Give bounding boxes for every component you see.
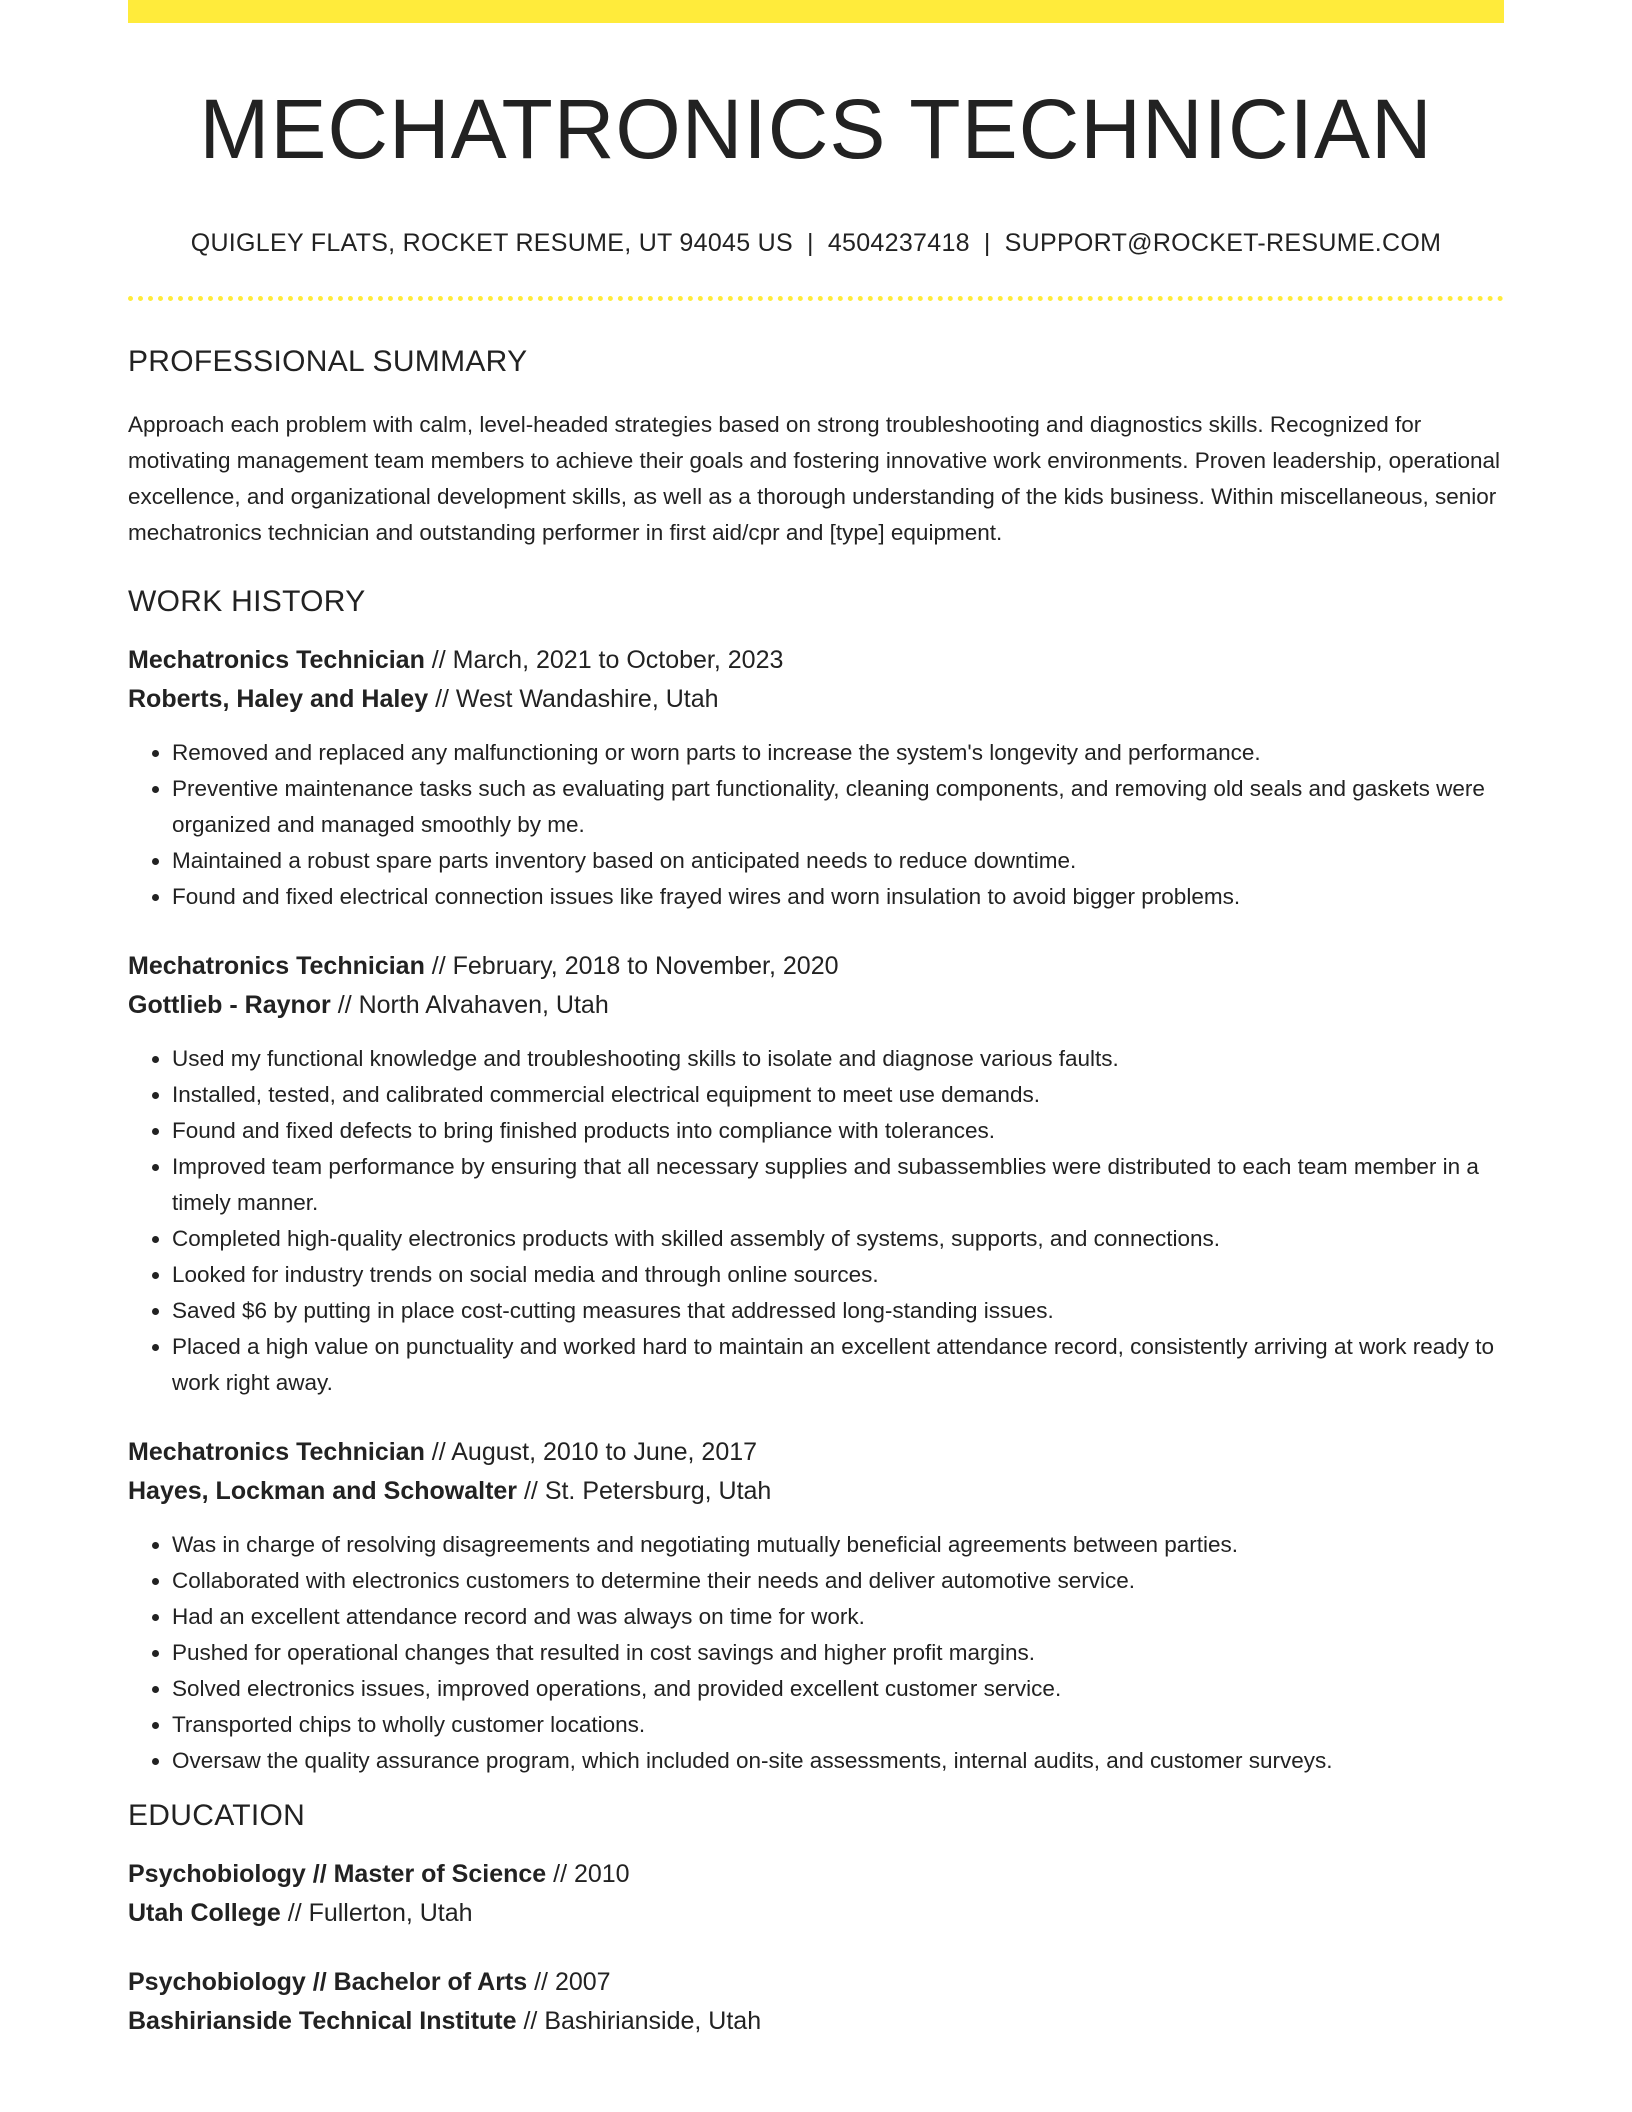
education-degree-line (128, 1963, 1504, 2002)
job-entry (128, 1433, 1504, 1779)
job-company-line (128, 1472, 1504, 1511)
job-bullets (128, 1527, 1504, 1779)
education-year: // 2010 (546, 1860, 630, 1889)
job-location: // North Alvahaven, Utah (330, 991, 609, 1020)
resume-page (128, 0, 1504, 2041)
education-school-line (128, 1894, 1504, 1933)
list-item: • Improved team performance by ensuring that all necessary supplies and subassemblies were distributed to each team member in a timely manner. (172, 1149, 1504, 1221)
list-item: • Pushed for operational changes that resulted in cost savings and higher profit margins. (172, 1635, 1504, 1671)
list-item: • Had an excellent attendance record and was always on time for work. (172, 1599, 1504, 1635)
contact-email: SUPPORT@ROCKET-RESUME.COM (1004, 229, 1442, 258)
list-item: • Found and fixed defects to bring finished products into compliance with tolerances. (172, 1113, 1504, 1149)
job-dates: // February, 2018 to November, 2020 (424, 952, 839, 981)
education-school: Bashirianside Technical Institute (128, 2007, 517, 2036)
job-entry (128, 947, 1504, 1401)
education-school-line (128, 2002, 1504, 2041)
job-dates: // August, 2010 to June, 2017 (424, 1438, 758, 1467)
education-entry (128, 1963, 1504, 2041)
education-degree: Psychobiology // Bachelor of Arts (128, 1968, 528, 1997)
summary-text: Approach each problem with calm, level-headed strategies based on strong troubleshooting and diagnostics skills. Recognized for motivating management team members to achieve their goals and fostering innovative work environments. Proven leadership, operational excellence, and organizational development skills, as well as a thorough understanding of the kids business. Within miscellaneous, senior mechatronics technician and outstanding performer in first aid/cpr and [type] equipment. (128, 412, 1500, 546)
contact-address: QUIGLEY FLATS, ROCKET RESUME, UT 94045 US (190, 229, 794, 258)
list-item: • Transported chips to wholly customer locations. (172, 1707, 1504, 1743)
section-title-education: EDUCATION (128, 1799, 306, 1833)
contact-separator: | (807, 229, 814, 258)
job-location: // West Wandashire, Utah (428, 685, 719, 714)
list-item: • Found and fixed electrical connection issues like frayed wires and worn insulation to avoid bigger problems. (172, 879, 1504, 915)
dotted-divider (128, 296, 1504, 301)
job-role: Mechatronics Technician (128, 646, 425, 675)
job-role-line (128, 947, 1504, 986)
section-title-summary: PROFESSIONAL SUMMARY (128, 345, 528, 379)
education-degree-line (128, 1855, 1504, 1894)
section-title-work-history: WORK HISTORY (128, 585, 366, 619)
list-item: • Saved $6 by putting in place cost-cutting measures that addressed long-standing issues. (172, 1293, 1504, 1329)
list-item: • Solved electronics issues, improved operations, and provided excellent customer service. (172, 1671, 1504, 1707)
list-item: • Looked for industry trends on social media and through online sources. (172, 1257, 1504, 1293)
job-location: // St. Petersburg, Utah (517, 1477, 772, 1506)
job-company-line (128, 680, 1504, 719)
list-item: • Used my functional knowledge and troubleshooting skills to isolate and diagnose various faults. (172, 1041, 1504, 1077)
job-company-line (128, 986, 1504, 1025)
education-location: // Fullerton, Utah (280, 1899, 473, 1928)
education-entry (128, 1855, 1504, 1933)
education-degree: Psychobiology // Master of Science (128, 1860, 547, 1889)
contact-line (128, 229, 1504, 258)
job-role: Mechatronics Technician (128, 1438, 425, 1467)
list-item: • Completed high-quality electronics products with skilled assembly of systems, supports, and connections. (172, 1221, 1504, 1257)
job-entry (128, 641, 1504, 915)
job-role-line (128, 641, 1504, 680)
contact-phone: 4504237418 (827, 229, 970, 258)
list-item: • Collaborated with electronics customers to determine their needs and deliver automotive service. (172, 1563, 1504, 1599)
list-item: • Placed a high value on punctuality and worked hard to maintain an excellent attendance record, consistently arriving at work ready to work right away. (172, 1329, 1504, 1401)
page-title: MECHATRONICS TECHNICIAN (199, 82, 1433, 176)
accent-top-bar (128, 0, 1504, 23)
list-item: • Oversaw the quality assurance program, which included on-site assessments, internal audits, and customer surveys. (172, 1743, 1504, 1779)
education-location: // Bashirianside, Utah (516, 2007, 762, 2036)
list-item: • Was in charge of resolving disagreements and negotiating mutually beneficial agreements between parties. (172, 1527, 1504, 1563)
contact-separator: | (983, 229, 991, 258)
job-company: Hayes, Lockman and Schowalter (128, 1477, 518, 1506)
job-role-line (128, 1433, 1504, 1472)
list-item: • Maintained a robust spare parts inventory based on anticipated needs to reduce downtime. (172, 843, 1504, 879)
list-item: • Preventive maintenance tasks such as evaluating part functionality, cleaning components, and removing old seals and gaskets were organized and managed smoothly by me. (172, 771, 1504, 843)
job-bullets (128, 1041, 1504, 1401)
job-company: Roberts, Haley and Haley (128, 685, 429, 714)
job-company: Gottlieb - Raynor (128, 991, 331, 1020)
list-item: • Removed and replaced any malfunctioning or worn parts to increase the system's longevity and performance. (172, 735, 1504, 771)
job-bullets (128, 735, 1504, 915)
job-role: Mechatronics Technician (128, 952, 425, 981)
list-item: • Installed, tested, and calibrated commercial electrical equipment to meet use demands. (172, 1077, 1504, 1113)
job-dates: // March, 2021 to October, 2023 (424, 646, 784, 675)
education-year: // 2007 (527, 1968, 611, 1997)
education-school: Utah College (128, 1899, 281, 1928)
